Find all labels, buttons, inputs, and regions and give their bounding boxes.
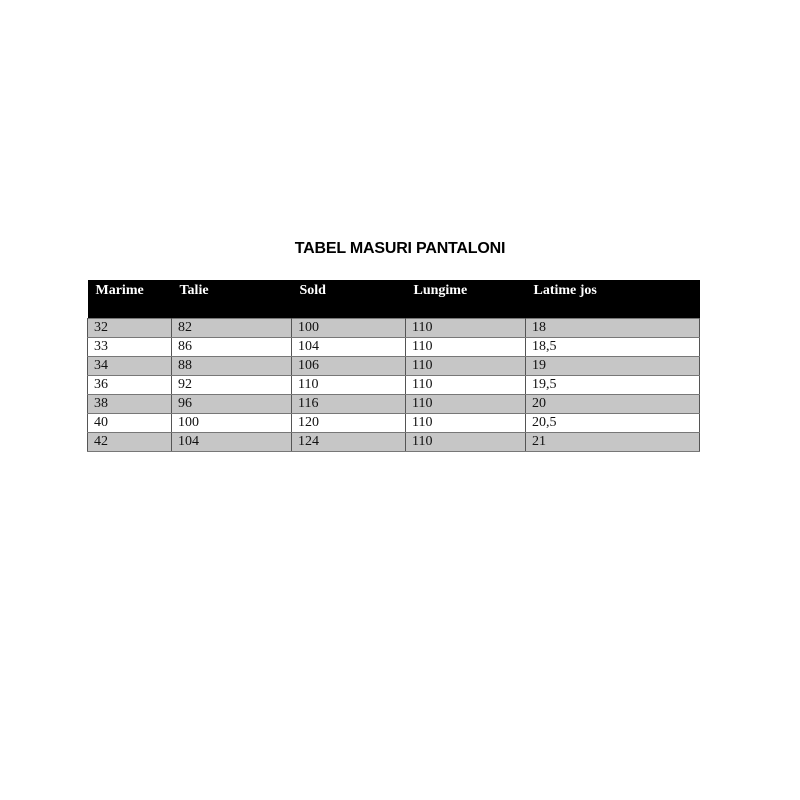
table-header-row [88, 280, 700, 318]
table-cell: 18 [526, 318, 700, 337]
table-row [88, 413, 700, 432]
table-cell: 19 [526, 356, 700, 375]
table-cell: 42 [88, 432, 172, 451]
table-cell: 92 [172, 375, 292, 394]
header-latime-jos: Latime jos [526, 280, 700, 318]
table-cell: 110 [406, 356, 526, 375]
table-cell: 20 [526, 394, 700, 413]
table-cell: 110 [406, 394, 526, 413]
table-cell: 82 [172, 318, 292, 337]
header-talie: Talie [172, 280, 292, 318]
table-cell: 21 [526, 432, 700, 451]
table-cell: 100 [172, 413, 292, 432]
header-sold: Sold [292, 280, 406, 318]
table-cell: 110 [406, 413, 526, 432]
table-cell: 19,5 [526, 375, 700, 394]
header-lungime: Lungime [406, 280, 526, 318]
table-row [88, 318, 700, 337]
table-cell: 124 [292, 432, 406, 451]
table-cell: 86 [172, 337, 292, 356]
table-cell: 110 [292, 375, 406, 394]
header-marime: Marime [88, 280, 172, 318]
table-row [88, 375, 700, 394]
table-cell: 34 [88, 356, 172, 375]
table-cell: 18,5 [526, 337, 700, 356]
table-cell: 32 [88, 318, 172, 337]
page-title: TABEL MASURI PANTALONI [294, 240, 506, 257]
table-cell: 40 [88, 413, 172, 432]
table-cell: 100 [292, 318, 406, 337]
table-cell: 110 [406, 318, 526, 337]
table-cell: 110 [406, 432, 526, 451]
table-cell: 36 [88, 375, 172, 394]
table-cell: 104 [172, 432, 292, 451]
table-cell: 106 [292, 356, 406, 375]
table-cell: 38 [88, 394, 172, 413]
table-row [88, 394, 700, 413]
table-cell: 120 [292, 413, 406, 432]
table-cell: 104 [292, 337, 406, 356]
table-cell: 88 [172, 356, 292, 375]
table-cell: 116 [292, 394, 406, 413]
table-row [88, 337, 700, 356]
table-cell: 110 [406, 337, 526, 356]
table-cell: 110 [406, 375, 526, 394]
table-row [88, 356, 700, 375]
size-table [87, 280, 700, 452]
table-cell: 33 [88, 337, 172, 356]
table-cell: 96 [172, 394, 292, 413]
table-row [88, 432, 700, 451]
table-cell: 20,5 [526, 413, 700, 432]
